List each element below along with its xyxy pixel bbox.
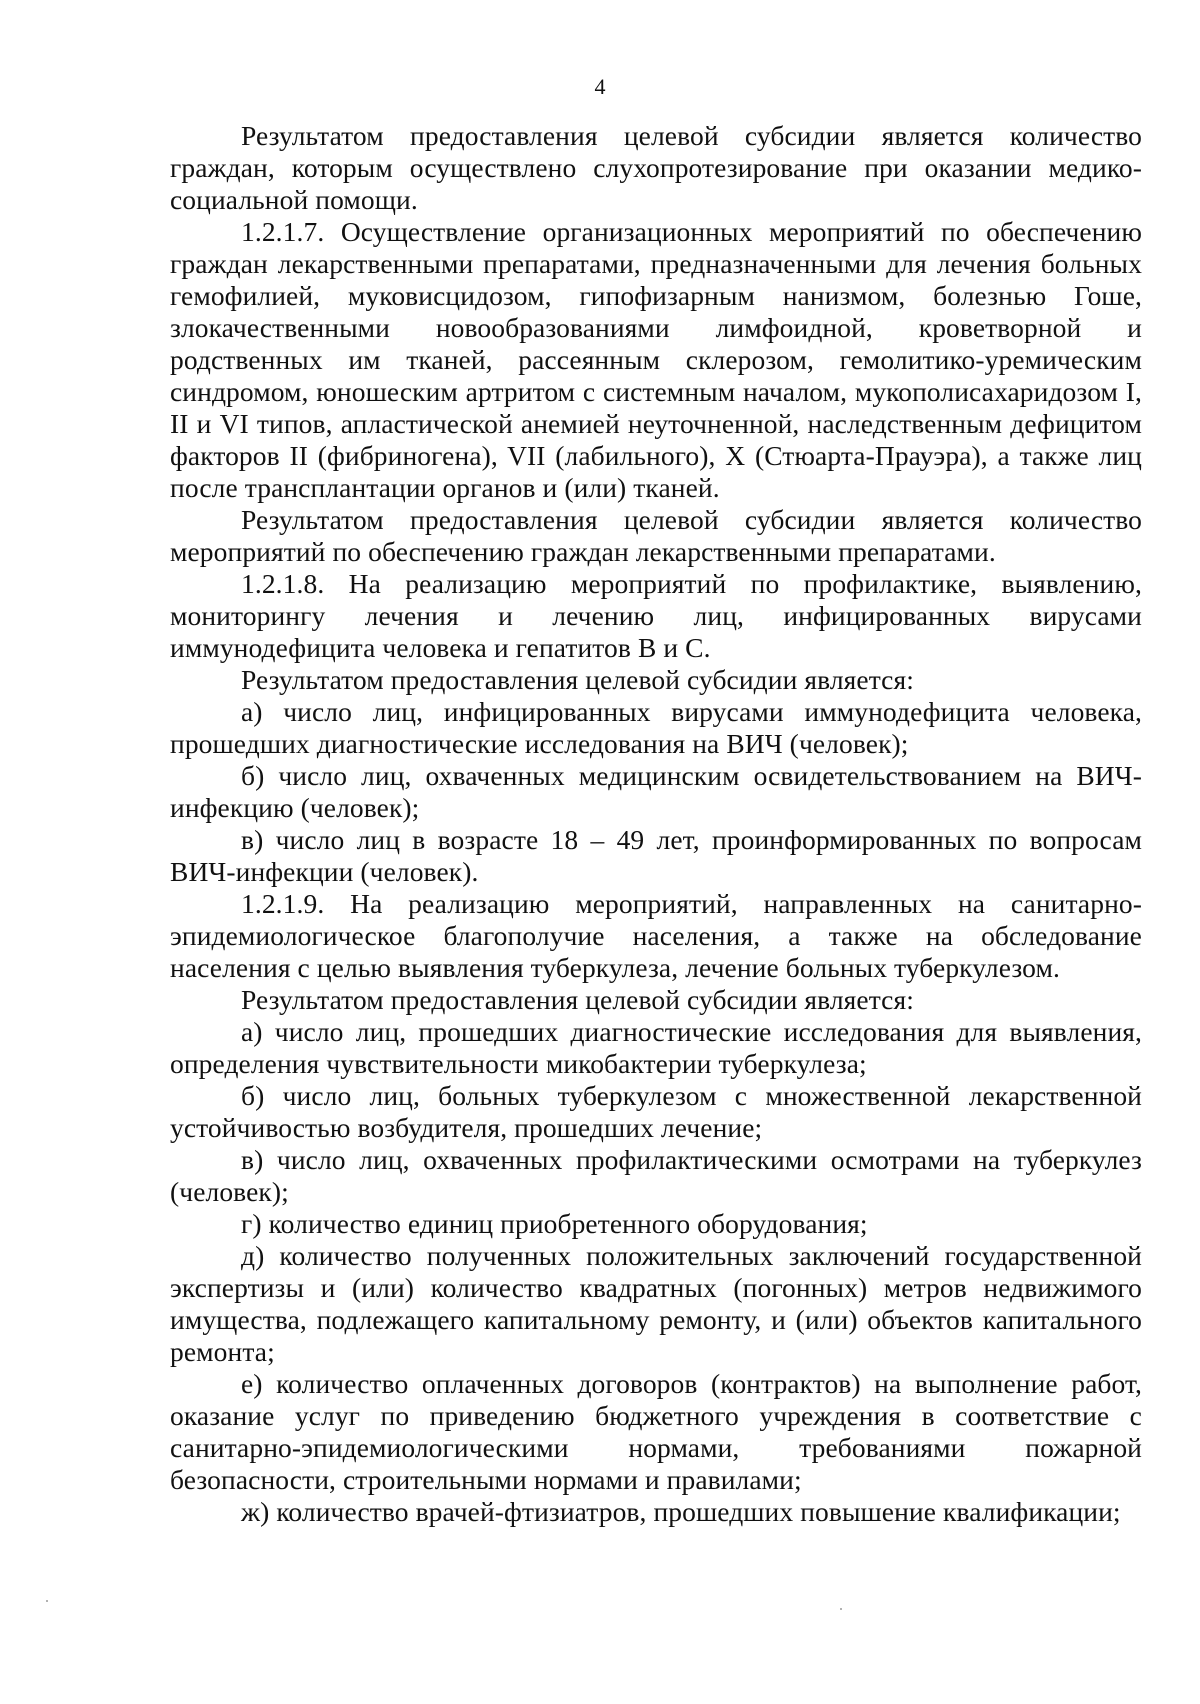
paragraph-1-2-1-7: 1.2.1.7. Осуществление организационных мероприятий по обеспечению граждан лекарственными препаратами, предназначенными для лечения больных гемофилией, муковисцидозом, гипофизарным нанизмом, болезнью Гоше, злокачественными новообразованиями лимфоидной, кроветворной и родственных им тканей, рассеянным склерозом, гемолитико-уремическим синдромом, юношеским артритом с системным началом, мукополисахаридозом I, II и VI типов, апластической анемией неуточненной, наследственным дефицитом факторов II (фибриногена), VII (лабильного), X (Стюарта-Прауэра), а также лиц после трансплантации органов и (или) тканей. xyxy=(170,216,1142,503)
paragraph-1-2-1-9: 1.2.1.9. На реализацию мероприятий, направленных на санитарно-эпидемиологическое благополучие населения, а также на обследование населения с целью выявления туберкулеза, лечение больных туберкулезом. xyxy=(170,888,1142,983)
list-item-hiv-b: б) число лиц, охваченных медицинским освидетельствованием на ВИЧ-инфекцию (человек); xyxy=(170,760,1142,823)
paragraph-result-intro-hiv: Результатом предоставления целевой субсидии является: xyxy=(241,664,914,695)
paragraph-result-drugs: Результатом предоставления целевой субсидии является количество мероприятий по обеспечению граждан лекарственными препаратами. xyxy=(170,504,1142,567)
list-item-hiv-v: в) число лиц в возрасте 18 – 49 лет, проинформированных по вопросам ВИЧ-инфекции (человек). xyxy=(170,824,1142,887)
list-item-tb-b: б) число лиц, больных туберкулезом с множественной лекарственной устойчивостью возбудителя, прошедших лечение; xyxy=(170,1080,1142,1143)
list-item-tb-a: а) число лиц, прошедших диагностические исследования для выявления, определения чувствительности микобактерии туберкулеза; xyxy=(170,1016,1142,1079)
document-body xyxy=(170,120,1142,1528)
paragraph-result-hearing: Результатом предоставления целевой субсидии является количество граждан, которым осуществлено слухопротезирование при оказании медико-социальной помощи. xyxy=(170,120,1142,215)
scan-speck xyxy=(840,1608,842,1610)
list-item-tb-d: д) количество полученных положительных заключений государственной экспертизы и (или) количество квадратных (погонных) метров недвижимого имущества, подлежащего капитальному ремонту, и (или) объектов капитального ремонта; xyxy=(170,1240,1142,1367)
paragraph-result-intro-tb: Результатом предоставления целевой субсидии является: xyxy=(241,984,914,1015)
list-item-tb-g: г) количество единиц приобретенного оборудования; xyxy=(241,1208,868,1239)
page-number: 4 xyxy=(594,74,606,99)
list-item-tb-zh: ж) количество врачей-фтизиатров, прошедших повышение квалификации; xyxy=(241,1496,1121,1527)
list-item-tb-e: е) количество оплаченных договоров (контрактов) на выполнение работ, оказание услуг по приведению бюджетного учреждения в соответствие с санитарно-эпидемиологическими нормами, требованиями пожарной безопасности, строительными нормами и правилами; xyxy=(170,1368,1142,1495)
paragraph-1-2-1-8: 1.2.1.8. На реализацию мероприятий по профилактике, выявлению, мониторингу лечения и лечению лиц, инфицированных вирусами иммунодефицита человека и гепатитов B и C. xyxy=(170,568,1142,663)
scan-speck xyxy=(46,1600,48,1602)
list-item-tb-v: в) число лиц, охваченных профилактическими осмотрами на туберкулез (человек); xyxy=(170,1144,1142,1207)
list-item-hiv-a: а) число лиц, инфицированных вирусами иммунодефицита человека, прошедших диагностические исследования на ВИЧ (человек); xyxy=(170,696,1142,759)
